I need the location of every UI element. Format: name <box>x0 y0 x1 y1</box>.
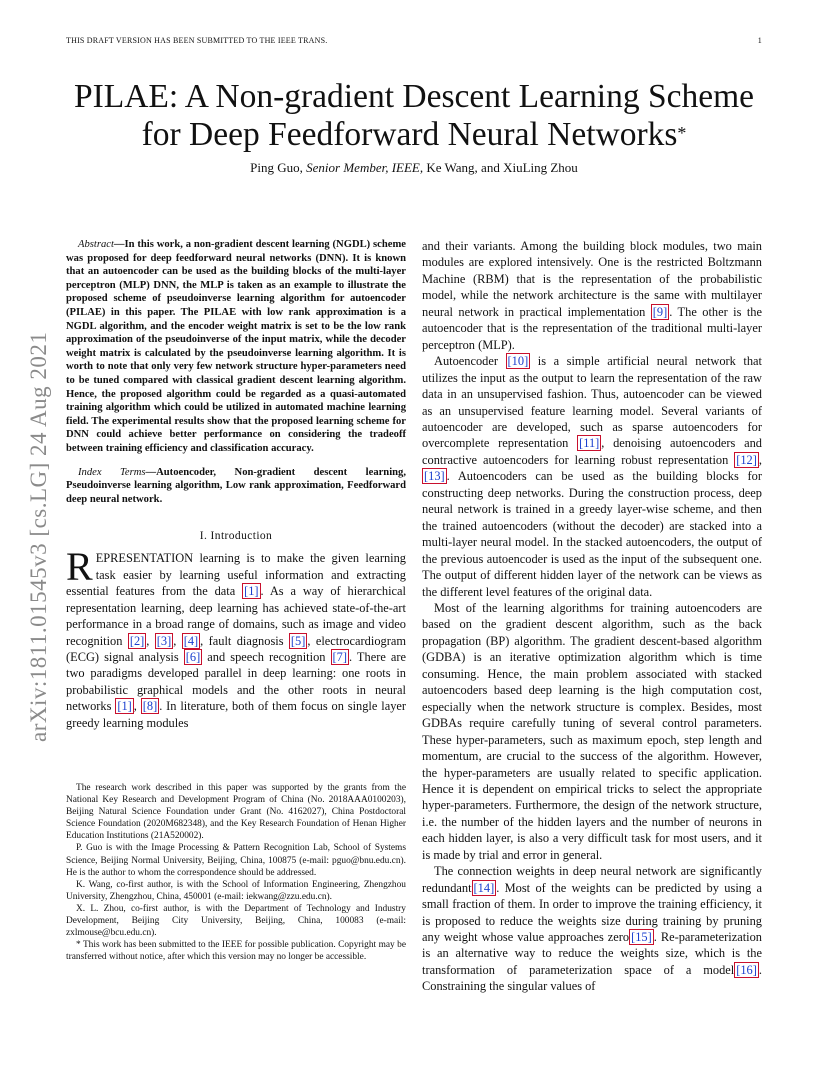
citation-link[interactable]: [8] <box>142 699 158 714</box>
citation-link[interactable]: [2] <box>129 633 145 648</box>
footnote-author-2: K. Wang, co-first author, is with the School of Information Engineering, Zhengzhou University, Zhengzhou, China, 450001 (e-mail: iekwang@zzu.edu.cn). <box>66 879 406 902</box>
intro-text: EPRESENTATION learning is to make the given learning task easier by learning useful information and extracting essential features from the data <box>66 551 406 599</box>
citation-link[interactable]: [5] <box>290 633 306 648</box>
arxiv-id: arXiv:1811.01545v3 [cs.LG] 24 Aug 2021 <box>26 331 51 742</box>
body-paragraph: Autoencoder [10] is a simple artificial neural network that utilizes the input as the output to learn the representation of the raw data in an unsupervised fashion. Thus, autoencoder can be viewed as an unsupervised feature learning model. Several variants of autoencoder are developed, such as sparse autoencoders for overcomplete representation [11] , denoising autoencoders and contractive autoencoders for learning robust representation [12] , [13] . Autoencoders can be used as the building blocks for constructing deep networks. During the construction process, deep neural network is trained in a greedy layer-wise scheme, and then the trained autoencoders (without the decoder) are stacked into a multi-layer neural model. In the stacked autoencoders, the output of the previous autoencoder is used as the input of the subsequent one. The output of different hidden layer of the network can be views as the different level features of the original data. <box>422 354 762 599</box>
body-paragraph <box>422 863 762 995</box>
index-terms <box>66 466 406 507</box>
right-column <box>422 238 762 995</box>
body-paragraph <box>422 238 762 353</box>
intro-text: . In literature, both of them focus on single layer greedy learning modules <box>66 699 407 730</box>
index-terms-text: —Autoencoder, Non-gradient descent learning, Pseudoinverse learning algorithm, Low rank approximation, Feedforward deep neural network. <box>66 466 406 505</box>
paper-title <box>0 78 828 154</box>
running-header: THIS DRAFT VERSION HAS BEEN SUBMITTED TO THE IEEE TRANS. <box>66 36 328 45</box>
footnote-author-3: X. L. Zhou, co-first author, is with the Department of Technology and Industry Development, Beijing City University, Beijing, China, 100083 (e-mail: zxlmouse@bcu.edu.cn). <box>66 903 406 939</box>
footnotes <box>66 782 406 963</box>
body-text: and their variants. Among the building block modules, two main modules are explored intensively. One is the restricted Boltzmann Machine (RBM) that is the representation of the probabilistic model, while the network architecture is the same with multilayer neural network in practical implementation <box>422 239 762 319</box>
body-text: . Constraining the singular values of <box>422 962 762 994</box>
citation-link[interactable]: [6] <box>185 650 201 664</box>
citation-link[interactable]: [13] <box>424 469 445 484</box>
citation-link[interactable]: [15] <box>631 930 652 945</box>
intro-text: , electrocardiogram (ECG) signal analysis <box>66 633 406 664</box>
citation-link[interactable]: [9] <box>652 304 668 319</box>
citation-link[interactable]: [3] <box>156 633 172 648</box>
citation-link[interactable]: [1] <box>244 584 259 599</box>
author-1: Ping Guo, <box>250 160 303 175</box>
author-1-role: Senior Member, IEEE, <box>306 160 424 175</box>
body-text: . Autoencoders can be used as the building blocks for constructing deep networks. During the construction process, deep neural network is trained in a greedy layer-wise scheme, and then the trained autoencoders (without the decoder) are stacked into a multi-layer neural model. In the stacked autoencoders, the output of the previous autoencoder is used as the input of the subsequent one. The output of different hidden layer of the network can be views as the different level features of the original data. <box>422 469 762 599</box>
body-text: , denoising autoencoders and contractive autoencoders for learning robust representation <box>422 436 762 467</box>
left-column <box>66 238 406 731</box>
footnote-copyright: * This work has been submitted to the IEEE for possible publication. Copyright may be transferred without notice, after which this version may no longer be accessible. <box>66 940 406 963</box>
body-text: The connection weights in deep neural network are significantly redundant <box>422 864 762 895</box>
body-text: . Most of the weights can be predicted by using a small fraction of them. In order to improve the training efficiency, it is proposed to reduce the weights size during training by pruning any weight whose value approaches zero <box>422 880 762 945</box>
drop-cap: R <box>66 544 93 590</box>
citation-link[interactable]: [1] <box>117 699 132 714</box>
body-text: is a simple artificial neural network that utilizes the input as the output to learn the representation of the raw data in an unsupervised fashion. Thus, autoencoder can be viewed as an unsupervised feature learning model. Several variants of autoencoder are developed, such as sparse autoencoders for overcomplete representation <box>422 354 762 451</box>
page-number: 1 <box>757 36 762 45</box>
footnote-funding: The research work described in this paper was supported by the grants from the National Key Research and Development Program of China (No. 2018AAA0100203), Beijing Natural Science Foundation under Grant (No. 4162027), China Postdoctoral Science Foundation (2020M682348), and the Key Research Foundation of Henan Higher Education Institutions (21A520002). <box>66 783 406 842</box>
intro-text: and speech recognition <box>202 650 331 664</box>
intro-paragraph: REPRESENTATION learning is to make the given learning task easier by learning useful information and extracting essential features from the data [1] . As a way of hierarchical representation learning, deep learning has achieved state-of-the-art performance in a broad range of domains, such as image and video recognition [2] , [3] , [4] , fault diagnosis [5] , electrocardiogram (ECG) signal analysis [6] and speech recognition [7] . There are two paradigms developed parallel in deep learning: one roots in probabilistic graphical models and the other roots in neural networks [1] , [8] . In literature, both of them focus on single layer greedy learning modules <box>66 544 407 730</box>
intro-text: . There are two paradigms developed parallel in deep learning: one roots in probabilistic graphical models and the other roots in neural networks <box>66 650 407 714</box>
footnote-author-1: P. Guo is with the Image Processing & Pattern Recognition Lab, School of Systems Science, Beijing Normal University, Beijing, China, 100875 (e-mail: pguo@bnu.edu.cn). He is the author to whom the correspondence should be addressed. <box>66 843 406 878</box>
title-footnote-mark: * <box>677 123 687 143</box>
citation-link[interactable]: [4] <box>183 633 199 648</box>
intro-text: . As a way of hierarchical representation learning, deep learning has achieved state-of-the-art performance in a broad range of domains, such as image and video recognition <box>66 584 406 648</box>
citation-link[interactable]: [10] <box>507 354 529 369</box>
arxiv-watermark <box>4 242 62 762</box>
title-line-1: PILAE: A Non-gradient Descent Learning Scheme <box>73 78 755 115</box>
citation-link[interactable]: [7] <box>332 650 347 664</box>
index-terms-label: Index Terms <box>78 466 146 478</box>
intro-text: , fault diagnosis <box>200 633 289 648</box>
body-paragraph: Most of the learning algorithms for training autoencoders are based on the gradient descent algorithm, such as the back propagation (BP) algorithm. The gradient descent-based algorithm (GDBA) is an iterative optimization algorithm which is time consuming. Hence, the main problem associated with stacked autoencoders based deep learning is the high computation cost, especially when the network structure is complex. Besides, most GDBAs require carefully tuning of several control parameters. These hyper-parameters, such as maximum epoch, step length and momentum, are crucial to the success of the algorithm. However, the hyper-parameters are usually related to specific application. Hence it is dependent on empirical tricks to select the appropriate hyper-parameters. Furthermore, the design of the network structure, i.e. the number of the hidden layers and the number of neurons in each hidden layer, is also a very difficult task for most users, and it is made by trial and error in general. <box>422 600 762 862</box>
body-text: Autoencoder <box>434 354 506 369</box>
author-list <box>0 160 828 176</box>
abstract-text: —In this work, a non-gradient descent learning (NGDL) scheme was proposed for deep feedforward neural networks (DNN). It is known that an autoencoder can be used as the building blocks of the multi-layer perceptron (MLP) DNN, the MLP is taken as an example to illustrate the proposed scheme of pseudoinverse learning algorithm for autoencoder (PILAE) in this paper. The PILAE with low rank approximation is a NGDL algorithm, and the encoder weight matrix is set to be the low rank approximation of the pseudoinverse of the input matrix, while the decoder weight matrix is calculated by the pseudoinverse learning algorithm. It is worth to note that only very few network structure hyper-parameters need to be tuned compared with classical gradient descent learning algorithm. Hence, the proposed algorithm could be regarded as a quasi-automated training algorithm which could be utilized in automated machine learning field. The experimental results show that the proposed learning scheme for DNN could achieve better performance on considering the tradeoff between training efficiency and classification accuracy. <box>66 239 406 454</box>
citation-link[interactable]: [16] <box>736 962 757 977</box>
body-text: . The other is the autoencoder that is the representation of the traditional multi-layer perceptron (MLP). <box>422 304 762 352</box>
citation-link[interactable]: [12] <box>736 452 757 467</box>
section-heading: I. Introduction <box>199 530 273 543</box>
body-text: . Re-parameterization is an alternative way to reduce the weights size, which is the transformation of parameterization space of a model <box>422 930 762 977</box>
abstract <box>66 238 406 456</box>
other-authors: Ke Wang, and XiuLing Zhou <box>426 160 578 175</box>
citation-link[interactable]: [14] <box>473 880 495 895</box>
citation-link[interactable]: [11] <box>579 436 600 451</box>
title-line-2: for Deep Feedforward Neural Networks <box>141 116 678 153</box>
abstract-label: Abstract <box>78 239 114 250</box>
